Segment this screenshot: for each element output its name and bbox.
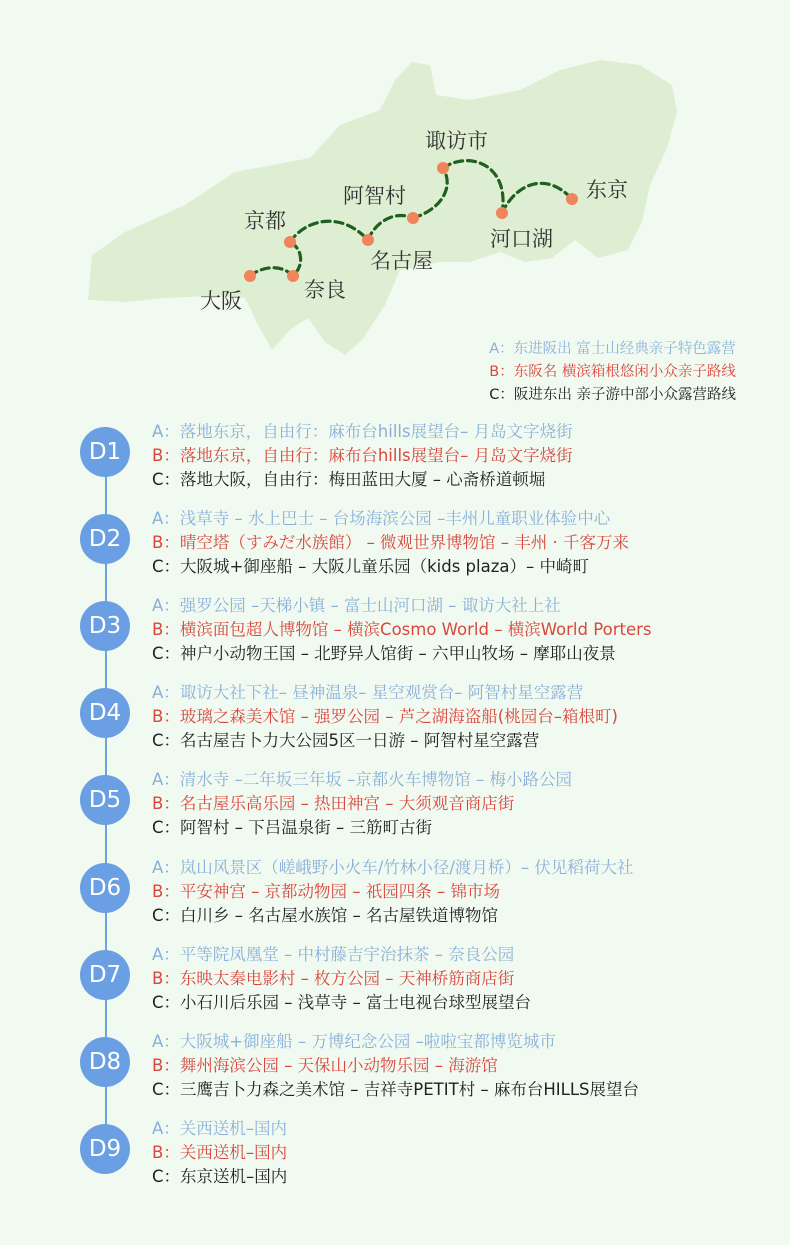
route-c-plan: C：大阪城+御座船 – 大阪儿童乐园（kids plaza）– 中崎町 <box>152 557 589 576</box>
day-4 <box>80 681 740 761</box>
route-c-plan: C：白川乡 – 名古屋水族馆 – 名古屋铁道博物馆 <box>152 906 499 925</box>
day-1 <box>80 420 740 500</box>
route-a-plan: A：大阪城+御座船 – 万博纪念公园 –啦啦宝都博览城市 <box>152 1032 556 1051</box>
route-b-plan: B：落地东京，自由行：麻布台hills展望台– 月岛文字烧街 <box>152 446 573 465</box>
legend-route-a: A：东进阪出 富士山经典亲子特色露营 <box>489 341 736 357</box>
route-c-plan: C：名古屋吉卜力大公园5区一日游 – 阿智村星空露营 <box>152 731 540 750</box>
day-2 <box>80 507 740 587</box>
route-c-plan: C：东京送机–国内 <box>152 1167 288 1186</box>
day-5 <box>80 768 740 848</box>
day-badge: D7 <box>80 950 130 1000</box>
day-badge: D4 <box>80 688 130 738</box>
stop-tokyo-marker <box>566 193 578 205</box>
city-label-suwa: 诹访市 <box>425 129 488 153</box>
day-badge: D2 <box>80 514 130 564</box>
day-3 <box>80 594 740 674</box>
day-9 <box>80 1117 740 1197</box>
route-c-plan: C：落地大阪，自由行：梅田蓝田大厦 – 心斋桥道顿堀 <box>152 470 546 489</box>
city-label-achi: 阿智村 <box>343 184 406 208</box>
route-a-plan: A：强罗公园 –天梯小镇 – 富士山河口湖 – 诹访大社上社 <box>152 596 561 615</box>
route-c-plan: C：三鹰吉卜力森之美术馆 – 吉祥寺PETIT村 – 麻布台HILLS展望台 <box>152 1080 640 1099</box>
route-b-plan: B：晴空塔（すみだ水族館） – 微观世界博物馆 – 丰州 · 千客万来 <box>152 533 630 552</box>
day-badge: D5 <box>80 775 130 825</box>
day-badge: D6 <box>80 863 130 913</box>
route-b-plan: B：舞州海滨公园 – 天保山小动物乐园 – 海游馆 <box>152 1056 498 1075</box>
day-badge: D8 <box>80 1037 130 1087</box>
stop-kawaguchiko-marker <box>496 207 508 219</box>
route-a-plan: A：诹访大社下社– 昼神温泉– 星空观赏台– 阿智村星空露营 <box>152 683 584 702</box>
route-a-plan: A：落地东京，自由行：麻布台hills展望台– 月岛文字烧街 <box>152 422 573 441</box>
day-6 <box>80 856 740 936</box>
route-a-plan: A：岚山风景区（嵯峨野小火车/竹林小径/渡月桥）– 伏见稻荷大社 <box>152 858 634 877</box>
route-b-plan: B：东映太秦电影村 – 枚方公园 – 天神桥筋商店街 <box>152 969 515 988</box>
day-7 <box>80 943 740 1023</box>
city-label-osaka: 大阪 <box>200 289 242 313</box>
legend-route-b: B：东阪名 横滨箱根悠闲小众亲子路线 <box>489 364 736 380</box>
day-8 <box>80 1030 740 1110</box>
route-b-plan: B：平安神宫 – 京都动物园 – 祇园四条 – 锦市场 <box>152 882 501 901</box>
stop-nara-marker <box>287 270 299 282</box>
city-label-tokyo: 东京 <box>586 178 628 202</box>
route-a-plan: A：浅草寺 – 水上巴士 – 台场海滨公园 –丰州儿童职业体验中心 <box>152 509 611 528</box>
city-label-nagoya: 名古屋 <box>370 249 433 273</box>
route-c-plan: C：阿智村 – 下吕温泉街 – 三筋町古街 <box>152 818 433 837</box>
route-c-plan: C：小石川后乐园 – 浅草寺 – 富士电视台球型展望台 <box>152 993 532 1012</box>
city-label-kyoto: 京都 <box>244 209 286 233</box>
route-c-plan: C：神户小动物王国 – 北野异人馆街 – 六甲山牧场 – 摩耶山夜景 <box>152 644 616 663</box>
route-b-plan: B：玻璃之森美术馆 – 强罗公园 – 芦之湖海盗船(桃园台–箱根町) <box>152 707 618 726</box>
route-a-plan: A：关西送机–国内 <box>152 1119 288 1138</box>
day-badge: D3 <box>80 601 130 651</box>
route-b-plan: B：名古屋乐高乐园 – 热田神宫 – 大须观音商店街 <box>152 794 515 813</box>
route-a-plan: A：清水寺 –二年坂三年坂 –京都火车博物馆 – 梅小路公园 <box>152 770 573 789</box>
route-legend <box>489 338 736 407</box>
stop-kyoto-marker <box>284 236 296 248</box>
stop-suwa-marker <box>437 162 449 174</box>
city-label-kawaguchiko: 河口湖 <box>490 227 553 251</box>
stop-nagoya-marker <box>362 234 374 246</box>
route-b-plan: B：关西送机–国内 <box>152 1143 288 1162</box>
stop-osaka-marker <box>244 270 256 282</box>
day-badge: D9 <box>80 1124 130 1174</box>
stop-achi-marker <box>407 212 419 224</box>
day-badge: D1 <box>80 427 130 477</box>
route-a-plan: A：平等院凤凰堂 – 中村藤吉宇治抹茶 – 奈良公园 <box>152 945 515 964</box>
city-label-nara: 奈良 <box>304 278 346 302</box>
route-b-plan: B：横滨面包超人博物馆 – 横滨Cosmo World – 横滨World Porters <box>152 620 652 639</box>
legend-route-c: C：阪进东出 亲子游中部小众露营路线 <box>489 387 736 403</box>
